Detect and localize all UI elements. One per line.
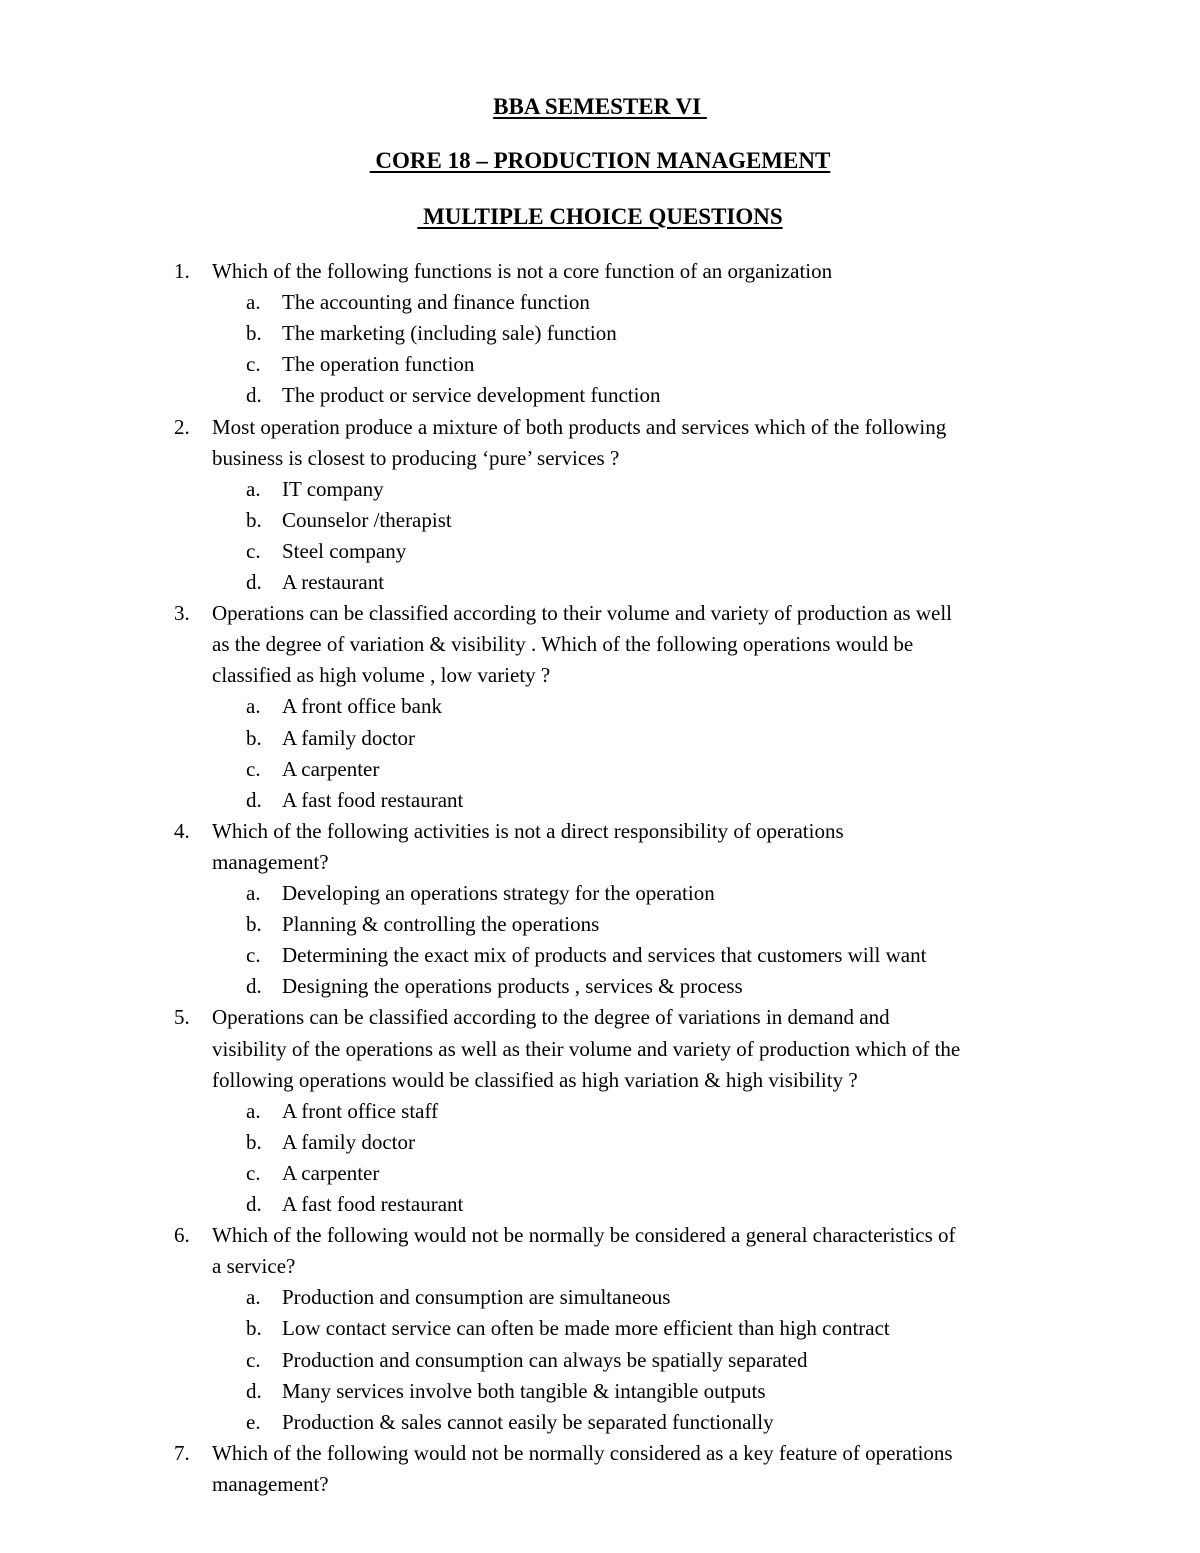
- question-text: management?: [212, 849, 329, 874]
- option-text: Designing the operations products , services & process: [282, 974, 743, 999]
- option-letter: b.: [246, 912, 262, 937]
- question-text: Which of the following would not be normally considered as a key feature of operations: [212, 1440, 953, 1465]
- question-number: 5.: [174, 1005, 190, 1030]
- option-letter: b.: [246, 1129, 262, 1154]
- question-text: a service?: [212, 1254, 296, 1279]
- question-text: Operations can be classified according to the degree of variations in demand and: [212, 1005, 890, 1030]
- option-text: Many services involve both tangible & intangible outputs: [282, 1378, 766, 1403]
- option-letter: c.: [246, 352, 261, 377]
- option-text: A fast food restaurant: [282, 787, 464, 812]
- option-letter: d.: [246, 974, 262, 999]
- option-text: Production and consumption are simultaneous: [282, 1285, 671, 1310]
- option-letter: a.: [246, 290, 261, 315]
- option-letter: c.: [246, 1347, 261, 1372]
- option-text: A front office bank: [282, 694, 442, 719]
- option-letter: b.: [246, 321, 262, 346]
- option-text: Counselor /therapist: [282, 507, 452, 532]
- option-letter: c.: [246, 943, 261, 968]
- question-text: Which of the following activities is not a direct responsibility of operations: [212, 818, 844, 843]
- semester-heading: BBA SEMESTER VI: [493, 94, 707, 119]
- option-text: IT company: [282, 476, 384, 501]
- option-letter: e.: [246, 1409, 261, 1434]
- option-letter: d.: [246, 1378, 262, 1403]
- option-text: The accounting and finance function: [282, 290, 590, 315]
- option-text: A carpenter: [282, 1160, 380, 1185]
- option-letter: d.: [246, 383, 262, 408]
- option-text: A family doctor: [282, 725, 415, 750]
- option-letter: d.: [246, 570, 262, 594]
- question-text: Which of the following would not be normally be considered a general characteristics of: [212, 1223, 956, 1248]
- option-letter: b.: [246, 1316, 262, 1341]
- option-letter: b.: [246, 507, 262, 532]
- option-text: A restaurant: [282, 570, 385, 594]
- option-text: Steel company: [282, 538, 407, 563]
- option-text: The operation function: [282, 352, 475, 377]
- option-text: Production and consumption can always be spatially separated: [282, 1347, 808, 1372]
- question-text: Operations can be classified according to their volume and variety of production as well: [212, 601, 953, 626]
- question-number: 7.: [174, 1440, 190, 1465]
- question-text: classified as high volume , low variety ?: [212, 663, 551, 688]
- option-letter: c.: [246, 538, 261, 563]
- option-text: The product or service development function: [282, 383, 661, 408]
- section-heading: MULTIPLE CHOICE QUESTIONS: [417, 204, 783, 229]
- option-letter: d.: [246, 787, 262, 812]
- question-number: 4.: [174, 818, 190, 843]
- option-letter: a.: [246, 694, 261, 719]
- option-letter: a.: [246, 1098, 261, 1123]
- question-number: 1.: [174, 259, 190, 283]
- option-text: Planning & controlling the operations: [282, 912, 600, 937]
- question-number: 3.: [174, 601, 190, 626]
- question-text: as the degree of variation & visibility . Which of the following operations would be: [212, 632, 914, 657]
- course-heading: CORE 18 – PRODUCTION MANAGEMENT: [369, 148, 831, 173]
- option-text: A fast food restaurant: [282, 1192, 464, 1216]
- option-letter: c.: [246, 756, 261, 781]
- option-letter: d.: [246, 1192, 262, 1216]
- option-letter: a.: [246, 476, 261, 501]
- option-text: A front office staff: [282, 1098, 439, 1123]
- option-text: Determining the exact mix of products and services that customers will want: [282, 943, 927, 968]
- question-text: visibility of the operations as well as their volume and variety of production which of the: [212, 1036, 961, 1061]
- option-text: Production & sales cannot easily be separated functionally: [282, 1409, 774, 1434]
- question-text: management?: [212, 1471, 329, 1496]
- option-text: Low contact service can often be made more efficient than high contract: [282, 1316, 890, 1341]
- option-text: Developing an operations strategy for the operation: [282, 881, 715, 905]
- option-letter: c.: [246, 1160, 261, 1185]
- option-letter: b.: [246, 725, 262, 750]
- question-number: 2.: [174, 414, 190, 439]
- question-text: business is closest to producing ‘pure’ services ?: [212, 445, 620, 470]
- option-text: The marketing (including sale) function: [282, 321, 617, 346]
- option-text: A carpenter: [282, 756, 380, 781]
- option-letter: a.: [246, 1285, 261, 1310]
- question-text: Which of the following functions is not a core function of an organization: [212, 259, 833, 283]
- question-text: Most operation produce a mixture of both products and services which of the following: [212, 414, 947, 439]
- question-number: 6.: [174, 1223, 190, 1248]
- option-letter: a.: [246, 881, 261, 905]
- option-text: A family doctor: [282, 1129, 415, 1154]
- question-text: following operations would be classified as high variation & high visibility ?: [212, 1067, 858, 1092]
